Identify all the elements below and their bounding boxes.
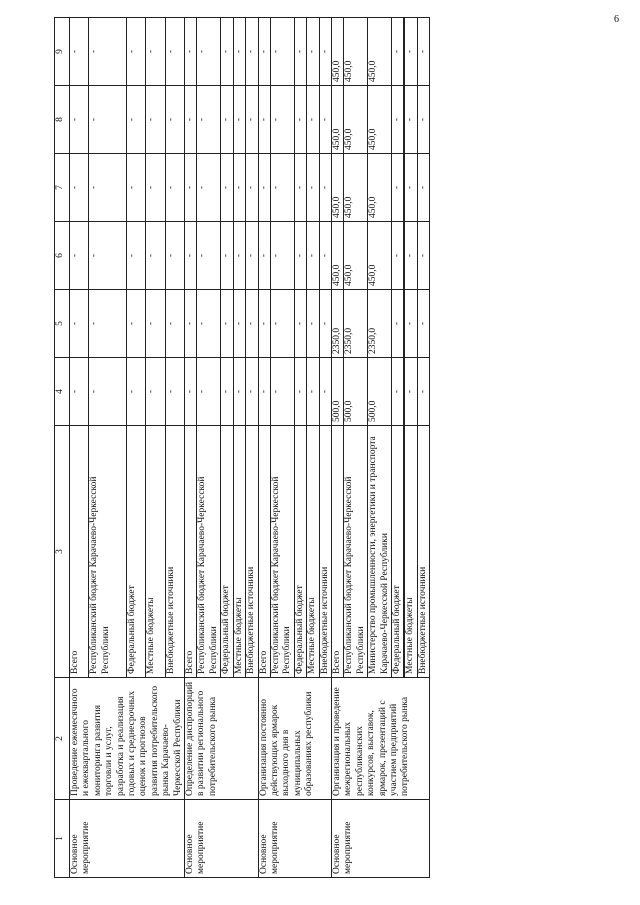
- value-cell-col5: -: [185, 290, 197, 358]
- value-cell-col7: -: [391, 154, 403, 222]
- funding-source-cell: Местные бюджеты: [307, 426, 319, 678]
- value-cell-col5: -: [270, 290, 294, 358]
- value-cell-col9: -: [307, 18, 319, 86]
- col-header-4: 4: [55, 358, 70, 426]
- value-cell-col7: -: [307, 154, 319, 222]
- funding-source-cell: Всего: [258, 426, 270, 678]
- value-cell-col8: -: [146, 86, 165, 154]
- value-cell-col8: 450,0: [331, 86, 343, 154]
- value-cell-col4: -: [246, 358, 258, 426]
- table-row: [185, 18, 197, 878]
- value-cell-col4: -: [221, 358, 233, 426]
- value-cell-col6: -: [405, 222, 417, 290]
- col-header-3: 3: [55, 426, 70, 678]
- value-cell-col8: -: [185, 86, 197, 154]
- value-cell-col4: -: [405, 358, 417, 426]
- value-cell-col9: 450,0: [331, 18, 343, 86]
- value-cell-col6: -: [165, 222, 184, 290]
- value-cell-col9: -: [126, 18, 145, 86]
- value-cell-col6: -: [221, 222, 233, 290]
- value-cell-col8: -: [258, 86, 270, 154]
- header-row: [55, 18, 70, 878]
- value-cell-col7: 450,0: [368, 154, 392, 222]
- document: [54, 18, 640, 878]
- event-type-cell: Основное мероприятие: [258, 800, 331, 878]
- col-header-1: 1: [55, 800, 70, 878]
- value-cell-col8: -: [126, 86, 145, 154]
- event-name-cell: Проведение ежемесячного и ежеквартального мониторинга развития торговли и услуг, разработка и реализация годовых и среднесрочных оценок и прогнозов развития потребительского рынка Карачаево-Черкесской Республики: [70, 678, 185, 800]
- value-cell-col9: -: [270, 18, 294, 86]
- event-type-cell: Основное мероприятие: [331, 800, 429, 878]
- value-cell-col8: 450,0: [344, 86, 368, 154]
- value-cell-col7: -: [246, 154, 258, 222]
- value-cell-col7: -: [405, 154, 417, 222]
- value-cell-col5: 2350,0: [368, 290, 392, 358]
- value-cell-col9: -: [233, 18, 245, 86]
- funding-source-cell: Республиканский бюджет Карачаево-Черкесской Республики: [197, 426, 221, 678]
- value-cell-col7: -: [294, 154, 306, 222]
- value-cell-col7: -: [221, 154, 233, 222]
- value-cell-col4: -: [319, 358, 331, 426]
- funding-source-cell: Федеральный бюджет: [391, 426, 403, 678]
- value-cell-col9: -: [246, 18, 258, 86]
- page-number: 6: [614, 14, 619, 25]
- col-header-8: 8: [55, 86, 70, 154]
- value-cell-col8: -: [294, 86, 306, 154]
- value-cell-col5: -: [89, 290, 126, 358]
- value-cell-col9: -: [319, 18, 331, 86]
- funding-source-cell: Федеральный бюджет: [126, 426, 145, 678]
- event-name-cell: Организация и проведение межрегиональных республиканских конкурсов, выставок, ярмарок, презентаций с участием предприятий потребительского рынка: [331, 678, 429, 800]
- value-cell-col4: -: [197, 358, 221, 426]
- value-cell-col9: -: [391, 18, 403, 86]
- value-cell-col6: -: [126, 222, 145, 290]
- funding-source-cell: Федеральный бюджет: [294, 426, 306, 678]
- value-cell-col5: -: [197, 290, 221, 358]
- value-cell-col9: -: [89, 18, 126, 86]
- value-cell-col4: -: [270, 358, 294, 426]
- value-cell-col4: -: [89, 358, 126, 426]
- value-cell-col5: -: [233, 290, 245, 358]
- value-cell-col5: -: [319, 290, 331, 358]
- value-cell-col7: -: [126, 154, 145, 222]
- value-cell-col4: 500,0: [344, 358, 368, 426]
- value-cell-col7: 450,0: [344, 154, 368, 222]
- col-header-2: 2: [55, 678, 70, 800]
- value-cell-col8: 450,0: [368, 86, 392, 154]
- value-cell-col8: -: [307, 86, 319, 154]
- value-cell-col6: 450,0: [344, 222, 368, 290]
- value-cell-col6: -: [417, 222, 429, 290]
- value-cell-col5: -: [417, 290, 429, 358]
- value-cell-col8: -: [270, 86, 294, 154]
- value-cell-col4: -: [185, 358, 197, 426]
- funding-source-cell: Федеральный бюджет: [221, 426, 233, 678]
- value-cell-col5: -: [294, 290, 306, 358]
- col-header-5: 5: [55, 290, 70, 358]
- value-cell-col4: -: [165, 358, 184, 426]
- value-cell-col9: -: [294, 18, 306, 86]
- value-cell-col5: -: [405, 290, 417, 358]
- value-cell-col8: -: [89, 86, 126, 154]
- value-cell-col8: -: [246, 86, 258, 154]
- funding-source-cell: Внебюджетные источники: [246, 426, 258, 678]
- value-cell-col9: -: [146, 18, 165, 86]
- value-cell-col7: 450,0: [331, 154, 343, 222]
- value-cell-col9: -: [405, 18, 417, 86]
- value-cell-col4: -: [417, 358, 429, 426]
- value-cell-col7: -: [319, 154, 331, 222]
- value-cell-col6: 450,0: [368, 222, 392, 290]
- funding-source-cell: Республиканский бюджет Карачаево-Черкесской Республики: [89, 426, 126, 678]
- value-cell-col6: -: [185, 222, 197, 290]
- col-header-9: 9: [55, 18, 70, 86]
- value-cell-col5: -: [391, 290, 403, 358]
- value-cell-col4: 500,0: [331, 358, 343, 426]
- event-name-cell: Определение диспропорций в развитии регионального потребительского рынка: [185, 678, 258, 800]
- table-row: [70, 18, 89, 878]
- value-cell-col6: -: [294, 222, 306, 290]
- value-cell-col6: -: [146, 222, 165, 290]
- funding-source-cell: Всего: [70, 426, 89, 678]
- value-cell-col7: -: [146, 154, 165, 222]
- value-cell-col8: -: [165, 86, 184, 154]
- value-cell-col6: -: [258, 222, 270, 290]
- value-cell-col4: -: [258, 358, 270, 426]
- value-cell-col9: -: [258, 18, 270, 86]
- value-cell-col4: 500,0: [368, 358, 392, 426]
- value-cell-col4: -: [391, 358, 403, 426]
- value-cell-col8: -: [233, 86, 245, 154]
- value-cell-col4: -: [294, 358, 306, 426]
- value-cell-col5: -: [221, 290, 233, 358]
- value-cell-col5: -: [258, 290, 270, 358]
- value-cell-col6: -: [70, 222, 89, 290]
- value-cell-col8: -: [221, 86, 233, 154]
- value-cell-col5: 2350,0: [344, 290, 368, 358]
- value-cell-col7: -: [197, 154, 221, 222]
- table-body: [70, 18, 430, 878]
- value-cell-col7: -: [165, 154, 184, 222]
- value-cell-col8: -: [197, 86, 221, 154]
- value-cell-col9: -: [165, 18, 184, 86]
- value-cell-col5: -: [307, 290, 319, 358]
- value-cell-col6: -: [197, 222, 221, 290]
- funding-source-cell: Всего: [185, 426, 197, 678]
- funding-source-cell: Местные бюджеты: [146, 426, 165, 678]
- value-cell-col7: -: [89, 154, 126, 222]
- funding-source-cell: Местные бюджеты: [405, 426, 417, 678]
- value-cell-col9: 450,0: [368, 18, 392, 86]
- value-cell-col7: -: [270, 154, 294, 222]
- value-cell-col9: -: [417, 18, 429, 86]
- value-cell-col8: -: [405, 86, 417, 154]
- value-cell-col6: -: [246, 222, 258, 290]
- event-type-cell: Основное мероприятие: [185, 800, 258, 878]
- value-cell-col6: 450,0: [331, 222, 343, 290]
- funding-source-cell: Местные бюджеты: [233, 426, 245, 678]
- funding-source-cell: Внебюджетные источники: [319, 426, 331, 678]
- value-cell-col8: -: [417, 86, 429, 154]
- col-header-6: 6: [55, 222, 70, 290]
- value-cell-col7: -: [70, 154, 89, 222]
- value-cell-col5: -: [126, 290, 145, 358]
- value-cell-col5: 2350,0: [331, 290, 343, 358]
- value-cell-col8: -: [391, 86, 403, 154]
- value-cell-col4: -: [70, 358, 89, 426]
- value-cell-col9: -: [197, 18, 221, 86]
- value-cell-col5: -: [246, 290, 258, 358]
- budget-table: [54, 17, 430, 878]
- value-cell-col4: -: [146, 358, 165, 426]
- value-cell-col5: -: [146, 290, 165, 358]
- value-cell-col9: -: [70, 18, 89, 86]
- value-cell-col8: -: [70, 86, 89, 154]
- value-cell-col7: -: [233, 154, 245, 222]
- value-cell-col4: -: [307, 358, 319, 426]
- value-cell-col7: -: [417, 154, 429, 222]
- value-cell-col6: -: [319, 222, 331, 290]
- funding-source-cell: Министерство промышленности, энергетики и транспорта Карачаево-Черкесской Республики: [368, 426, 392, 678]
- table-row: [331, 18, 343, 878]
- funding-source-cell: Всего: [331, 426, 343, 678]
- value-cell-col7: -: [185, 154, 197, 222]
- value-cell-col5: -: [165, 290, 184, 358]
- funding-source-cell: Внебюджетные источники: [417, 426, 429, 678]
- value-cell-col6: -: [233, 222, 245, 290]
- value-cell-col6: -: [307, 222, 319, 290]
- value-cell-col9: -: [221, 18, 233, 86]
- col-header-7: 7: [55, 154, 70, 222]
- funding-source-cell: Внебюджетные источники: [165, 426, 184, 678]
- value-cell-col6: -: [270, 222, 294, 290]
- table-row: [258, 18, 270, 878]
- value-cell-col5: -: [70, 290, 89, 358]
- value-cell-col4: -: [126, 358, 145, 426]
- event-name-cell: Организация постоянно действующих ярмарок выходного дня в муниципальных образованиях республики: [258, 678, 331, 800]
- value-cell-col4: -: [233, 358, 245, 426]
- value-cell-col9: 450,0: [344, 18, 368, 86]
- value-cell-col7: -: [258, 154, 270, 222]
- event-type-cell: Основное мероприятие: [70, 800, 185, 878]
- value-cell-col8: -: [319, 86, 331, 154]
- funding-source-cell: Республиканский бюджет Карачаево-Черкесской Республики: [344, 426, 368, 678]
- value-cell-col9: -: [185, 18, 197, 86]
- value-cell-col6: -: [89, 222, 126, 290]
- value-cell-col6: -: [391, 222, 403, 290]
- funding-source-cell: Республиканский бюджет Карачаево-Черкесской Республики: [270, 426, 294, 678]
